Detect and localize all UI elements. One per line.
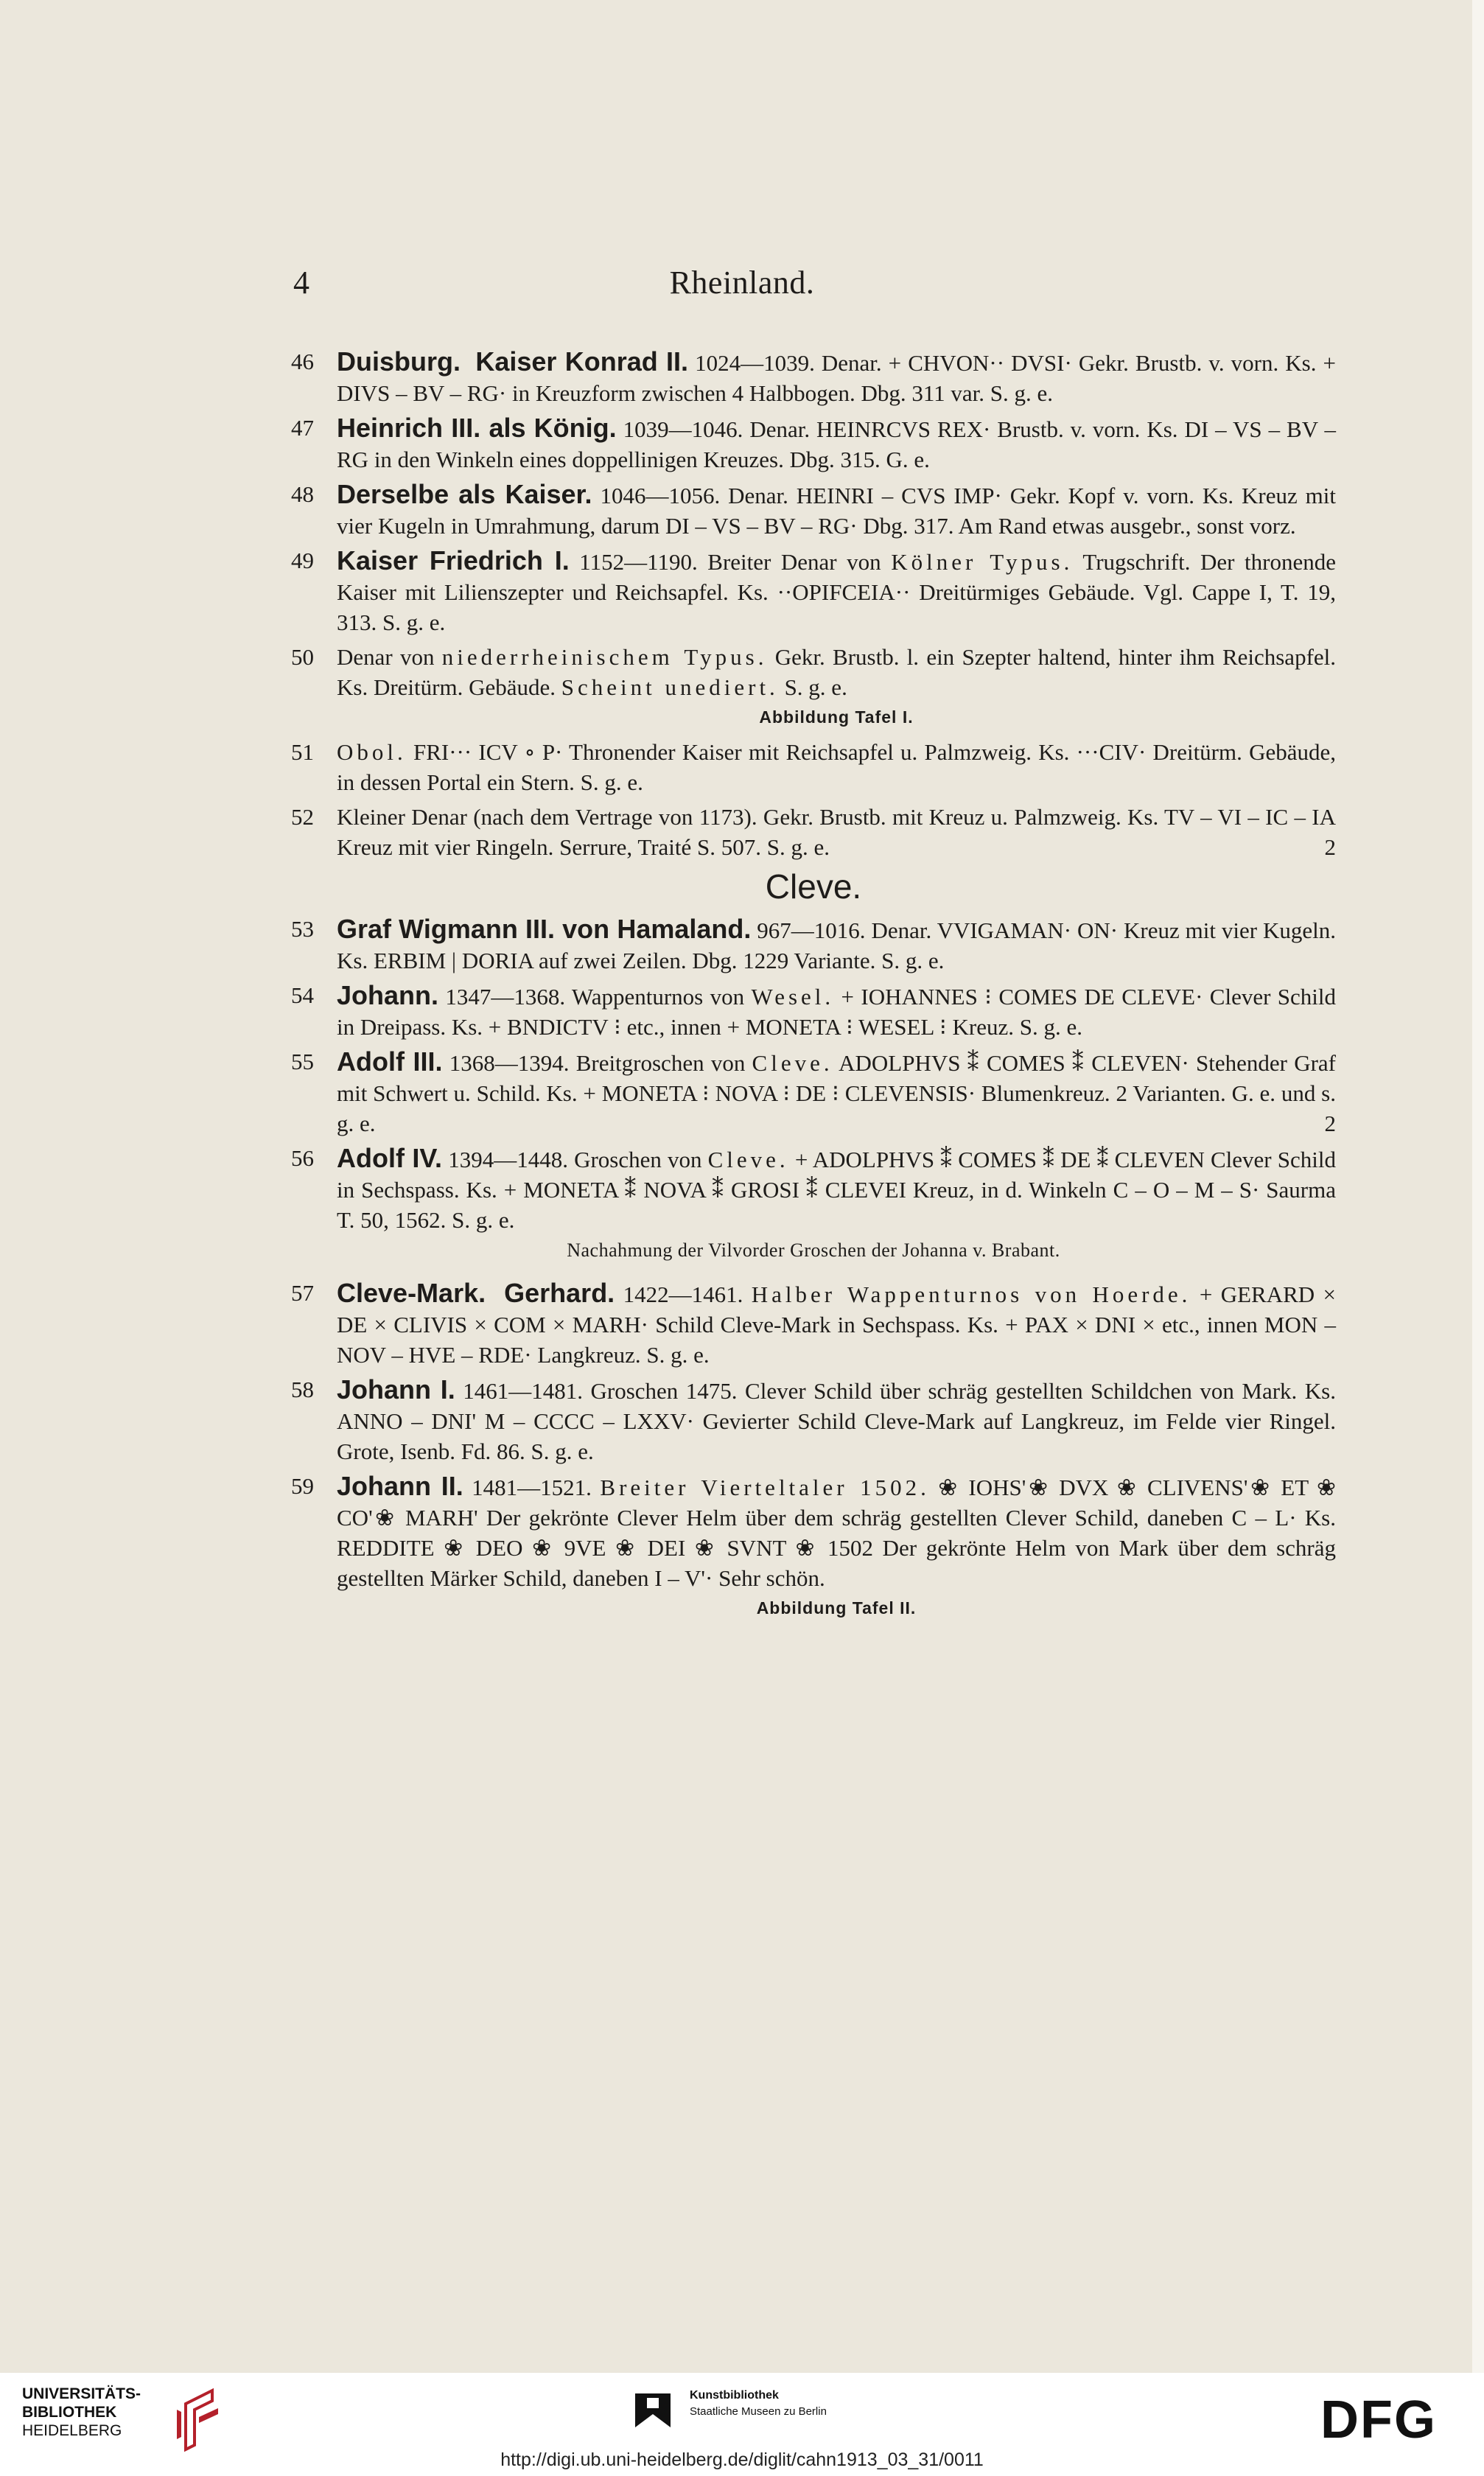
page-number: 4: [293, 265, 309, 301]
plate-count: 2: [1324, 1111, 1336, 1136]
catalogue-entry-51: [291, 737, 1336, 797]
entry-number: 50: [291, 644, 314, 670]
entry-text: + ADOLPHVS ⁑ COMES ⁑ DE ⁑ CLEVEN Clever Schild in Sechspass. Ks. + MONETA ⁑ NOVA ⁑ GROSI ⁑ CLEVEI Kreuz, in d. Winkeln C – O – M – S· Saurma T. 50, 1562. S. g. e.: [337, 1147, 1336, 1233]
catalogue-entry-56: [291, 1143, 1336, 1235]
entry-subheading: Gerhard.: [504, 1278, 615, 1308]
entry-number: 52: [291, 804, 314, 830]
entry-heading: Adolf IV.: [337, 1143, 443, 1173]
entry-text: 1347—1368. Wappenturnos von: [438, 984, 752, 1010]
entry-heading: Cleve-Mark.: [337, 1278, 486, 1308]
entry-text: 1481—1521.: [463, 1475, 601, 1500]
entry-text: FRI··· ICV ∘ P· Thronender Kaiser mit Reichsapfel u. Palmzweig. Ks. ···CIV· Dreitürm. Gebäude, in dessen Portal ein Stern. S. g. e.: [337, 739, 1336, 795]
entry-text: 1461—1481. Groschen 1475. Clever Schild über schräg gestellten Schildchen von Mark. Ks. ANNO – DNI' M – CCCC – LXXV· Gevierter Schild Cleve-Mark auf Langkreuz, im Felde vier Ringel. Grote, Isenb. Fd. 86. S. g. e.: [337, 1378, 1336, 1464]
entry-subheading: Kaiser Konrad II.: [475, 346, 689, 377]
entry-number: 47: [291, 415, 314, 441]
entry-number: 58: [291, 1377, 314, 1402]
catalogue-entry-47: [291, 413, 1336, 475]
entry-text: 967—1016. Denar. VVIGAMAN· ON· Kreuz mit vier Kugeln. Ks. ERBIM | DORIA auf zwei Zeilen. Dbg. 1229 Variante. S. g. e.: [337, 917, 1336, 973]
permalink-url[interactable]: http://digi.ub.uni-heidelberg.de/diglit/cahn1913_03_31/0011: [500, 2449, 984, 2470]
entry-text: 1368—1394. Breitgroschen von: [442, 1050, 752, 1076]
entry-text: 1024—1039. Denar. + CHVON·· DVSI· Gekr. Brustb. v. vorn. Ks. + DIVS – BV – RG· in Kreuzform zwischen 4 Halbbogen. Dbg. 311 var. S. g. e.: [337, 350, 1336, 406]
ub-heidelberg-logo[interactable]: [22, 2385, 214, 2451]
entry-number: 48: [291, 481, 314, 507]
catalogue-entry-48: [291, 479, 1336, 541]
entry-heading: Johann.: [337, 980, 439, 1010]
entry-number: 49: [291, 548, 314, 573]
entry-heading: Derselbe als Kaiser.: [337, 479, 592, 509]
catalogue-entry-57: [291, 1278, 1336, 1370]
spaced-text: Kölner Typus.: [891, 549, 1074, 575]
kb-title: Kunstbibliothek: [690, 2389, 779, 2402]
entry-number: 56: [291, 1145, 314, 1171]
kunstbibliothek-logo[interactable]: [632, 2383, 883, 2442]
section-heading-cleve: Cleve.: [765, 867, 862, 906]
entry-number: 53: [291, 916, 314, 942]
entry-number: 59: [291, 1473, 314, 1499]
entry-text: ❀ IOHS'❀ DVX ❀ CLIVENS'❀ ET ❀ CO'❀ MARH' Der gekrönte Clever Helm über dem schräg gestellten Clever Schild, daneben C – L· Ks. REDDITE ❀ DEO ❀ 9VE ❀ DEI ❀ SVNT ❀ 1502 Der gekrönte Helm von Mark über dem schräg gestellten Märker Schild, daneben I – V'· Sehr schön.: [337, 1475, 1337, 1591]
page-header: [0, 264, 1484, 308]
page-edge: [1472, 0, 1484, 2373]
entry-number: 55: [291, 1049, 314, 1074]
entry-text: 1039—1046. Denar. HEINRCVS REX· Brustb. v. vorn. Ks. DI – VS – BV – RG in den Winkeln eines doppellinigen Kreuzes. Dbg. 315. G. e.: [337, 416, 1337, 472]
dfg-logo[interactable]: DFG: [1320, 2391, 1437, 2449]
entry-heading: Heinrich III. als König.: [337, 413, 617, 443]
entry-text: 1152—1190. Breiter Denar von: [569, 549, 892, 575]
entry-heading: Kaiser Friedrich I.: [337, 545, 570, 576]
entry-text: Denar von: [337, 644, 442, 670]
entry-text: 1046—1056. Denar. HEINRI – CVS IMP· Gekr. Kopf v. vorn. Ks. Kreuz mit vier Kugeln in Umrahmung, darum DI – VS – BV – RG· Dbg. 317. Am Rand etwas ausgebr., sonst vorz.: [337, 483, 1336, 539]
ub-logo-line: UNIVERSITÄTS-: [22, 2385, 141, 2402]
entry-number: 51: [291, 739, 314, 765]
plate-count: 2: [1324, 834, 1336, 860]
spaced-text: Halber Wappenturnos von Hoerde.: [751, 1281, 1191, 1307]
digitization-footer: [0, 2373, 1484, 2476]
entry-text: + GERARD × DE × CLIVIS × COM × MARH· Schild Cleve-Mark in Sechspass. Ks. + PAX × DNI × etc., innen MON – NOV – HVE – RDE· Langkreuz. S. g. e.: [337, 1281, 1337, 1368]
catalogue-entry-58: [291, 1374, 1336, 1466]
catalogue-entry-54: [291, 980, 1336, 1042]
entry-text: 1394—1448. Groschen von: [442, 1147, 708, 1172]
catalogue-entry-59: [291, 1471, 1336, 1623]
entry-heading: Graf Wigmann III. von Hamaland.: [337, 914, 752, 944]
entry-text: Trugschrift. Der thronende Kaiser mit Lilienszepter und Reichsapfel. Ks. ··OPIFCEIA·· Dreitürmiges Gebäude. Vgl. Cappe I, T. 19, 313. S. g. e.: [337, 549, 1336, 635]
kunstbibliothek-emblem-icon: [632, 2389, 673, 2430]
imitation-note: Nachahmung der Vilvorder Groschen der Johanna v. Brabant.: [567, 1239, 1060, 1261]
catalogue-entry-49: [291, 545, 1336, 637]
spaced-text: Cleve.: [752, 1050, 833, 1076]
entry-heading: Duisburg.: [337, 346, 461, 377]
spaced-text: Cleve.: [707, 1147, 789, 1172]
entry-number: 57: [291, 1280, 314, 1306]
spaced-text: niederrheinischem Typus.: [441, 644, 768, 670]
entry-heading: Johann I.: [337, 1374, 455, 1405]
entry-text: S. g. e.: [778, 674, 847, 700]
catalogue-entry-55: [291, 1046, 1336, 1139]
entry-heading: Adolf III.: [337, 1046, 443, 1077]
plate-reference: Abbildung Tafel I.: [759, 707, 914, 727]
running-head: Rheinland.: [669, 265, 815, 301]
kunstbibliothek-text: [690, 2388, 827, 2420]
kb-subtitle: Staatliche Museen zu Berlin: [690, 2405, 827, 2418]
plate-reference: Abbildung Tafel II.: [756, 1598, 917, 1618]
entry-text: Gekr. Brustb. l. ein Szepter haltend, hinter ihm Reichsapfel. Ks. Dreitürm. Gebäude.: [337, 644, 1337, 700]
ub-bracket-icon: [169, 2388, 228, 2452]
entry-heading: Johann II.: [337, 1471, 463, 1501]
catalogue-entry-50: [291, 642, 1336, 732]
entry-text: + IOHANNES ⁝ COMES DE CLEVE· Clever Schild in Dreipass. Ks. + BNDICTV ⁝ etc., innen + MONETA ⁝ WESEL ⁝ Kreuz. S. g. e.: [337, 984, 1336, 1040]
spaced-text: Obol.: [337, 739, 407, 765]
ub-logo-line: BIBLIOTHEK: [22, 2404, 117, 2421]
catalogue-entry-46: [291, 346, 1336, 408]
catalogue-entry-52: [291, 802, 1336, 862]
entry-number: 46: [291, 349, 314, 374]
spaced-text: Breiter Vierteltaler 1502.: [600, 1475, 930, 1500]
ub-logo-line: HEIDELBERG: [22, 2422, 122, 2439]
spaced-text: Scheint unediert.: [561, 674, 779, 700]
spaced-text: Wesel.: [751, 984, 835, 1010]
entry-text: ADOLPHVS ⁑ COMES ⁑ CLEVEN· Stehender Graf mit Schwert u. Schild. Ks. + MONETA ⁝ NOVA ⁝ DE ⁝ CLEVENSIS· Blumenkreuz. 2 Varianten. G. e. und s. g. e.: [337, 1050, 1336, 1136]
entry-number: 54: [291, 982, 314, 1008]
catalogue-entries: [291, 346, 1336, 1628]
entry-text: 1422—1461.: [615, 1281, 752, 1307]
entry-text: Kleiner Denar (nach dem Vertrage von 1173). Gekr. Brustb. mit Kreuz u. Palmzweig. Ks. TV – VI – IC – IA Kreuz mit vier Ringeln. Serrure, Traité S. 507. S. g. e.: [337, 804, 1336, 860]
catalogue-entry-53: [291, 914, 1336, 976]
